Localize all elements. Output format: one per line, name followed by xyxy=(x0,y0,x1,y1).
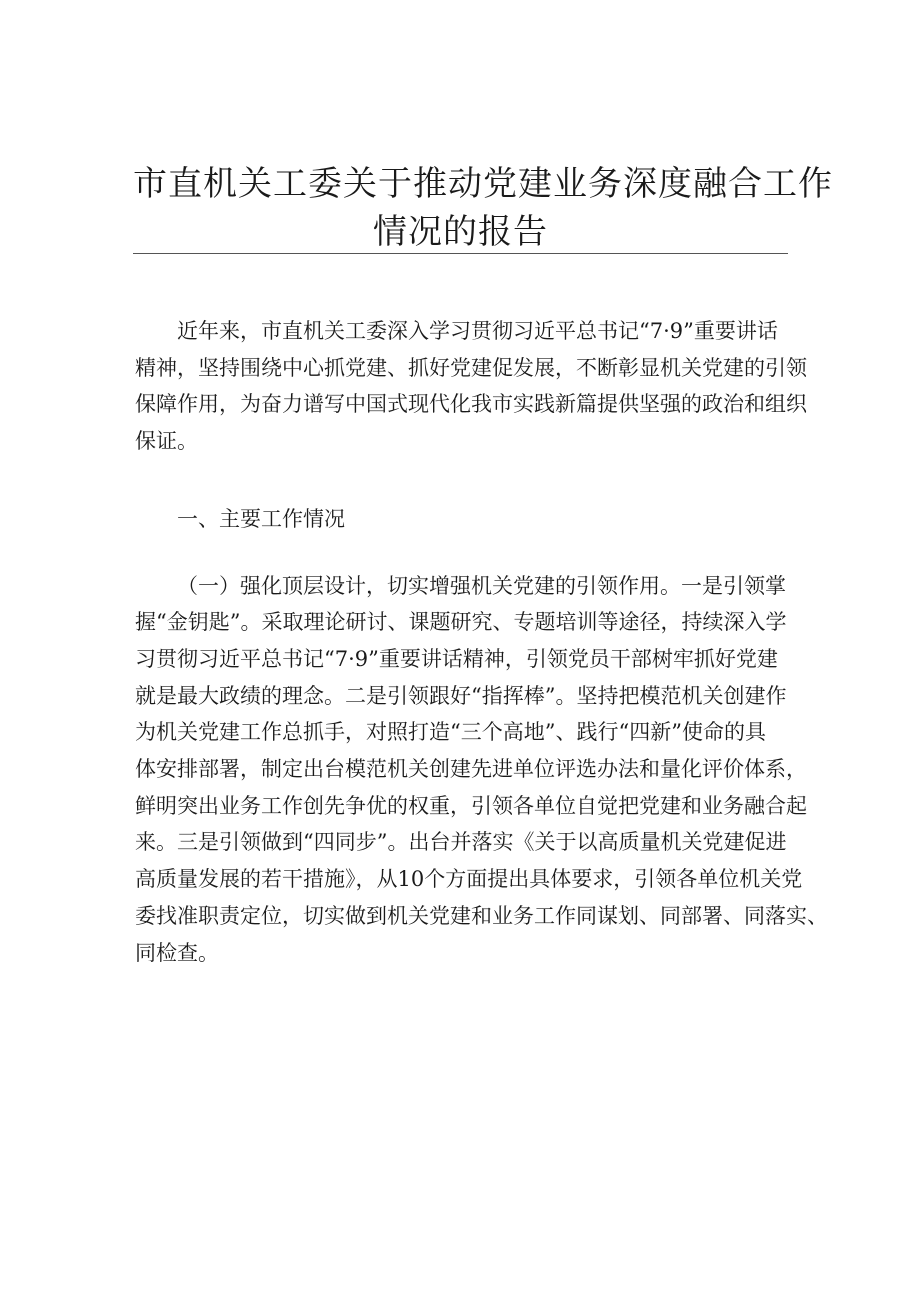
intro-line: 保障作用，为奋力谱写中国式现代化我市实践新篇提供坚强的政治和组织 xyxy=(135,392,807,417)
title-line-2: 情况的报告 xyxy=(373,212,548,252)
subsection-line: 握“金钥匙”。采取理论研讨、课题研究、专题培训等途径，持续深入学 xyxy=(135,610,787,635)
subsection-line: 来。三是引领做到“四同步”。出台并落实《关于以高质量机关党建促进 xyxy=(135,830,787,855)
subsection-line: 就是最大政绩的理念。二是引领跟好“指挥棒”。坚持把模范机关创建作 xyxy=(135,683,787,708)
subsection-paragraph xyxy=(135,568,828,972)
subsection-line: 习贯彻习近平总书记“7·9”重要讲话精神，引领党员干部树牢抓好党建 xyxy=(135,646,778,671)
subsection-line: 体安排部署，制定出台模范机关创建先进单位评选办法和量化评价体系， xyxy=(135,757,807,782)
subsection-line: 为机关党建工作总抓手，对照打造“三个高地”、践行“四新”使命的具 xyxy=(135,720,766,745)
intro-line: 保证。 xyxy=(135,429,198,454)
document-title xyxy=(133,160,833,256)
section-heading: 一、主要工作情况 xyxy=(177,506,345,531)
intro-line: 近年来，市直机关工委深入学习贯彻习近平总书记“7·9”重要讲话 xyxy=(177,319,778,343)
spacer xyxy=(135,538,795,568)
subsection-line: （一）强化顶层设计，切实增强机关党建的引领作用。一是引领掌 xyxy=(177,573,786,598)
subsection-line: 委找准职责定位，切实做到机关党建和业务工作同谋划、同部署、同落实、 xyxy=(135,903,828,928)
intro-line: 精神，坚持围绕中心抓党建、抓好党建促发展，不断彰显机关党建的引领 xyxy=(135,355,807,380)
subsection-line: 高质量发展的若干措施》，从10个方面提出具体要求，引领各单位机关党 xyxy=(135,867,803,892)
intro-paragraph xyxy=(135,313,807,460)
document-body xyxy=(135,313,828,971)
title-line-1: 市直机关工委关于推动党建业务深度融合工作 xyxy=(133,164,833,204)
spacer xyxy=(135,460,795,501)
subsection-line: 鲜明突出业务工作创先争优的权重，引领各单位自觉把党建和业务融合起 xyxy=(135,793,807,818)
subsection-line: 同检查。 xyxy=(135,940,219,965)
title-divider xyxy=(133,253,788,254)
